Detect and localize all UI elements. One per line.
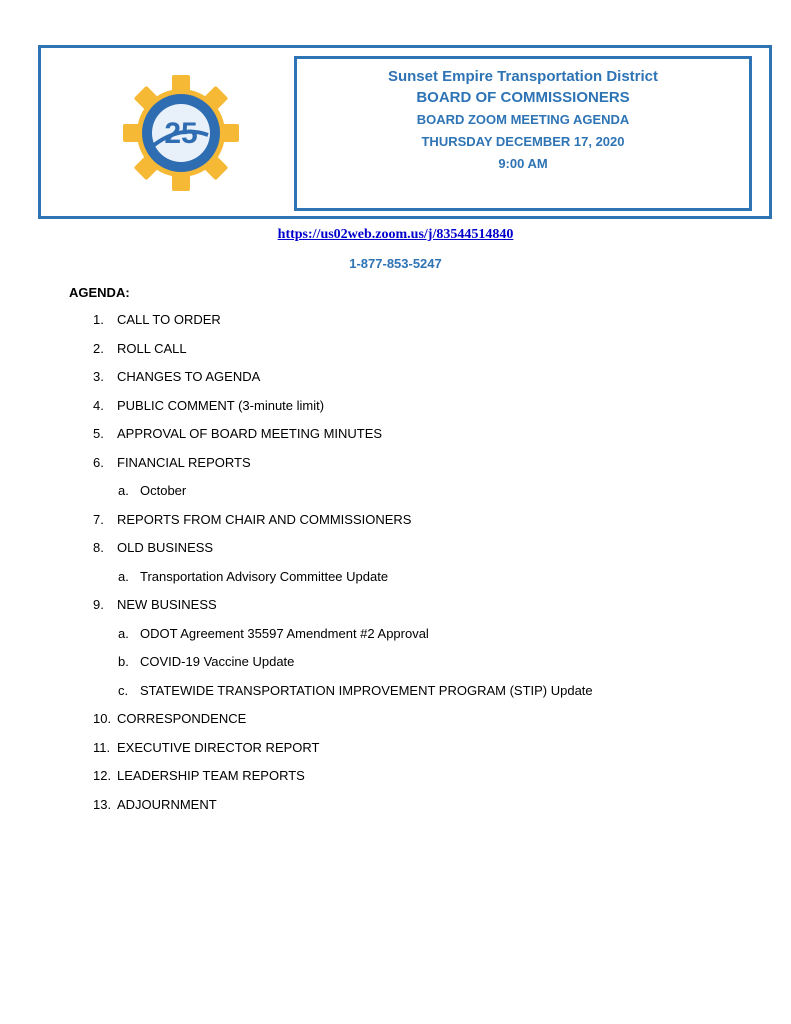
agenda-item-text: ODOT Agreement 35597 Amendment #2 Approval <box>140 625 429 641</box>
meeting-type: BOARD ZOOM MEETING AGENDA <box>416 112 630 127</box>
agenda-item-text: ADJOURNMENT <box>117 796 217 812</box>
meeting-time: 9:00 AM <box>498 156 548 171</box>
meeting-info-box <box>294 56 752 211</box>
agenda-item-number: a. <box>118 483 129 498</box>
dial-in-phone: 1-877-853-5247 <box>349 256 442 271</box>
agenda-item-number: 13. <box>93 796 112 812</box>
agenda-subitem <box>0 682 791 711</box>
agenda-item-text: OLD BUSINESS <box>117 540 214 555</box>
agenda-item-number: 12. <box>93 768 112 783</box>
agenda-item <box>0 397 791 426</box>
agenda-item-text: COVID-19 Vaccine Update <box>140 654 295 669</box>
agenda-item <box>0 539 791 568</box>
zoom-link[interactable]: https://us02web.zoom.us/j/83544514840 <box>277 227 514 242</box>
zoom-link-row <box>0 227 791 243</box>
agenda-item <box>0 340 791 369</box>
agenda-item-text: APPROVAL OF BOARD MEETING MINUTES <box>117 426 383 441</box>
agenda-subitem <box>0 482 791 511</box>
agenda-item-number: a. <box>118 625 129 641</box>
agenda-item-number: c. <box>118 682 129 698</box>
agenda-item-text: ROLL CALL <box>117 340 187 356</box>
agenda-item <box>0 511 791 540</box>
district-25-logo <box>121 73 241 193</box>
agenda-item-text: LEADERSHIP TEAM REPORTS <box>117 768 305 783</box>
board-title: BOARD OF COMMISSIONERS <box>416 89 630 106</box>
agenda-item-number: 1. <box>93 312 104 327</box>
agenda-item <box>0 425 791 454</box>
agenda-subitem <box>0 568 791 597</box>
agenda-item-text: FINANCIAL REPORTS <box>117 454 251 470</box>
agenda-item-number: 10. <box>93 711 112 726</box>
agenda-item <box>0 767 791 796</box>
agenda-item-text: REPORTS FROM CHAIR AND COMMISSIONERS <box>117 511 412 527</box>
agenda-item-number: 3. <box>93 369 104 384</box>
agenda-item-text: CHANGES TO AGENDA <box>117 369 261 384</box>
agenda-item-text: EXECUTIVE DIRECTOR REPORT <box>117 739 320 755</box>
agenda-item-text: October <box>140 483 187 498</box>
agenda-item-text: PUBLIC COMMENT (3-minute limit) <box>117 397 325 413</box>
agenda-subitem <box>0 625 791 654</box>
agenda-item-number: 8. <box>93 540 104 555</box>
agenda-item-text: STATEWIDE TRANSPORTATION IMPROVEMENT PROGRAM (STIP) Update <box>140 682 593 698</box>
agenda-item-text: NEW BUSINESS <box>117 597 217 612</box>
org-name: Sunset Empire Transportation District <box>387 68 659 85</box>
agenda-item-text: CORRESPONDENCE <box>117 711 247 726</box>
agenda-item-number: 11. <box>93 739 111 755</box>
agenda-item <box>0 368 791 397</box>
logo-number: 25 <box>164 117 198 150</box>
agenda-item-number: 4. <box>93 397 104 413</box>
agenda-item-number: 7. <box>93 511 104 527</box>
agenda-item <box>0 796 791 825</box>
agenda-item-number: 2. <box>93 340 104 356</box>
agenda-item <box>0 596 791 625</box>
meeting-date: THURSDAY DECEMBER 17, 2020 <box>421 134 625 149</box>
agenda-subitem <box>0 653 791 682</box>
agenda-item-number: a. <box>118 568 129 584</box>
agenda-list <box>0 311 791 824</box>
agenda-item-text: Transportation Advisory Committee Update <box>140 568 389 584</box>
agenda-item-number: 6. <box>93 454 104 470</box>
agenda-item <box>0 739 791 768</box>
agenda-item <box>0 454 791 483</box>
agenda-item <box>0 311 791 340</box>
agenda-item-number: 9. <box>93 597 104 612</box>
agenda-heading: AGENDA: <box>69 285 130 300</box>
agenda-item <box>0 710 791 739</box>
agenda-item-number: 5. <box>93 426 104 441</box>
agenda-item-text: CALL TO ORDER <box>117 312 221 327</box>
agenda-item-number: b. <box>118 654 129 669</box>
